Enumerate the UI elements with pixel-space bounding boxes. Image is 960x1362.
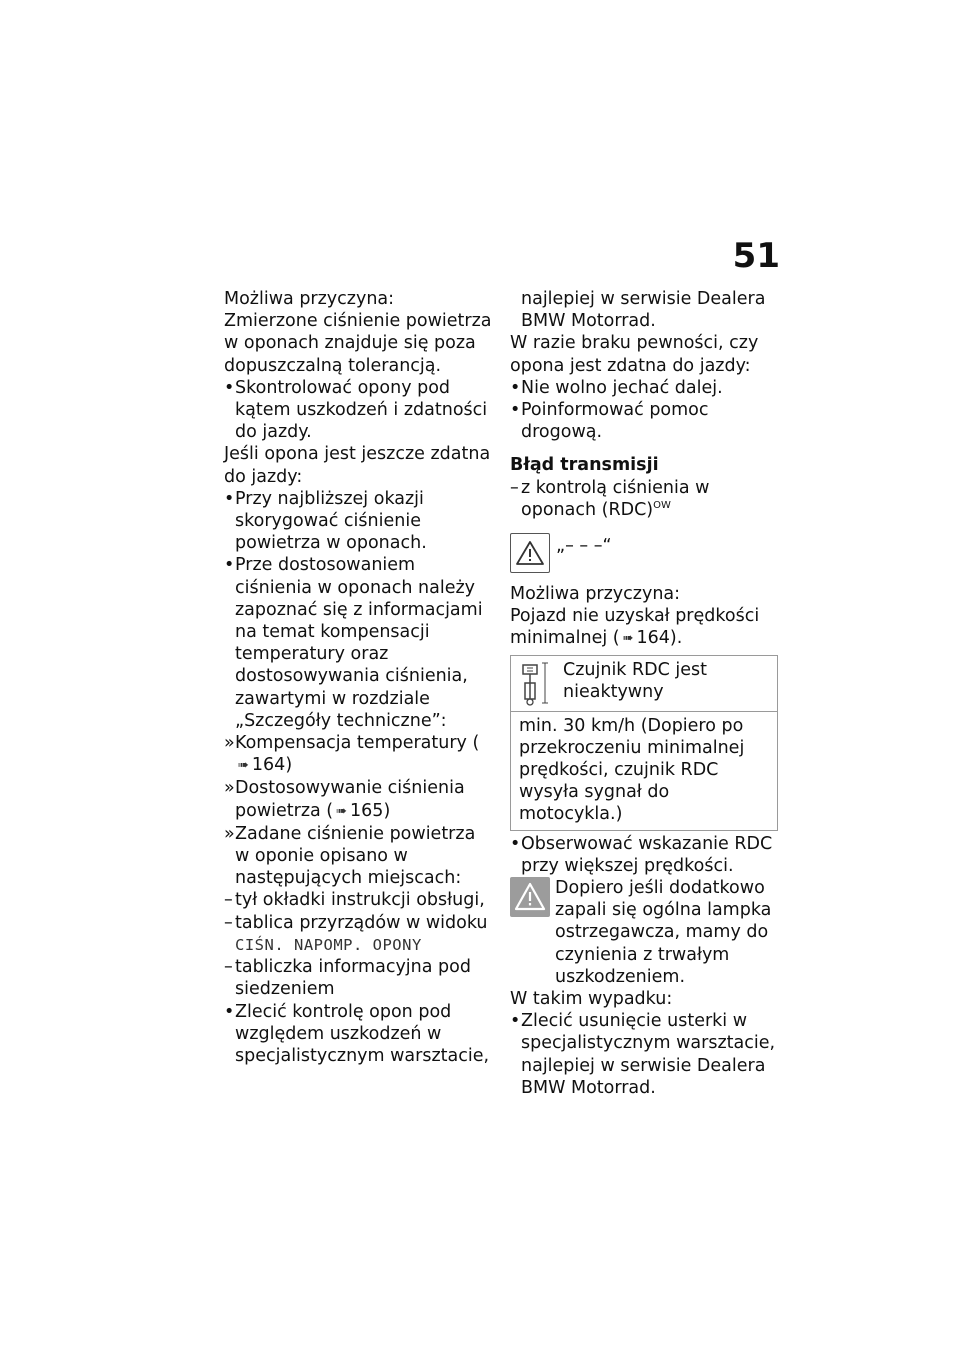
general-warning-note bbox=[510, 877, 782, 988]
reference-page-link[interactable]: 164 bbox=[636, 628, 670, 649]
bullet-text: Przy najbliższej okazji skorygować ciśnienie powietrza w oponach. bbox=[235, 488, 427, 554]
equipment-superscript: OW bbox=[653, 499, 671, 511]
bullet-marker: • bbox=[224, 488, 235, 509]
display-value: „– – –“ bbox=[556, 536, 612, 557]
cause-label: Możliwa przyczyna: bbox=[224, 289, 395, 309]
page-arrow-icon: ➠ bbox=[238, 758, 249, 774]
reference-marker: » bbox=[224, 823, 235, 844]
continued-text bbox=[510, 288, 782, 332]
cause-label: Możliwa przyczyna: bbox=[510, 584, 681, 605]
page-arrow-icon: ➠ bbox=[336, 803, 348, 819]
doubt-text: W razie braku pewności, czy opona jest zdatna do jazdy: bbox=[510, 333, 759, 376]
reference-text: Zadane ciśnienie powietrza w oponie opisano w następujących miejscach: bbox=[235, 823, 476, 889]
dash-text: tył okładki instrukcji obsługi, bbox=[235, 890, 485, 911]
bullet-item bbox=[224, 377, 492, 444]
dash-marker: – bbox=[224, 957, 233, 978]
bullet-item bbox=[510, 399, 782, 443]
bullet-item bbox=[224, 1001, 492, 1068]
dash-text: tabliczka informacyjna pod siedzeniem bbox=[235, 957, 471, 1000]
dash-item bbox=[510, 477, 782, 521]
bullet-text: Zlecić kontrolę opon pod względem uszkodzeń w specjalistycznym warsztacie, bbox=[235, 1001, 490, 1066]
rdc-table-cell bbox=[511, 655, 778, 711]
bullet-marker: • bbox=[510, 833, 521, 854]
section-heading: Błąd transmisji bbox=[510, 455, 659, 476]
reference-marker: » bbox=[224, 778, 235, 799]
bullet-marker: • bbox=[510, 1011, 521, 1032]
bullet-marker: • bbox=[510, 400, 521, 421]
reference-text: Dostosowywanie ciśnienia powietrza ( bbox=[235, 778, 465, 821]
display-code: CIŚN. NAPOMP. OPONY bbox=[235, 935, 422, 954]
cause-text: Zmierzone ciśnienie powietrza w oponach znajduje się poza dopuszczalną tolerancją. bbox=[224, 311, 492, 376]
dash-marker: – bbox=[224, 890, 233, 911]
reference-page-link[interactable]: 165 bbox=[350, 800, 384, 821]
right-column bbox=[510, 288, 782, 1099]
reference-marker: » bbox=[224, 733, 235, 754]
bullet-text: Skontrolować opony pod kątem uszkodzeń i zdatności do jazdy. bbox=[235, 377, 488, 443]
dash-item bbox=[224, 956, 492, 1000]
dash-text: tablica przyrządów w widoku bbox=[235, 912, 488, 933]
rdc-sensor-status: Czujnik RDC jest nieaktywny bbox=[563, 659, 708, 702]
page-arrow-icon: ➠ bbox=[622, 631, 634, 647]
bullet-item bbox=[510, 377, 782, 399]
dash-item bbox=[224, 912, 492, 956]
continued-text-body: najlepiej w serwisie Dealera BMW Motorrad. bbox=[521, 289, 766, 332]
page-number: 51 bbox=[732, 236, 780, 276]
rdc-info-table bbox=[510, 655, 778, 831]
rdc-table-cell bbox=[511, 711, 778, 830]
rdc-speed-info: min. 30 km/h (Dopiero po przekroczeniu minimalnej prędkości, czujnik RDC wysyła sygnał do motocykla.) bbox=[519, 715, 745, 825]
bullet-item bbox=[510, 833, 782, 877]
cause-text: Pojazd nie uzyskał prędkości minimalnej ( ➠ 164). bbox=[510, 605, 782, 650]
tire-sensor-icon bbox=[519, 659, 555, 707]
bullet-item bbox=[510, 1010, 782, 1099]
bullet-marker: • bbox=[224, 377, 235, 398]
reference-text: Kompensacja temperatury ( bbox=[235, 733, 480, 754]
reference-page-link[interactable]: 164 bbox=[251, 755, 286, 776]
left-column bbox=[224, 288, 492, 1067]
bullet-text: Obserwować wskazanie RDC przy większej prędkości. bbox=[521, 833, 773, 876]
dash-text: z kontrolą ciśnienia w oponach (RDC) bbox=[521, 477, 710, 520]
bullet-marker: • bbox=[224, 555, 235, 576]
condition-text: Jeśli opona jest jeszcze zdatna do jazdy: bbox=[224, 444, 491, 487]
reference-item bbox=[224, 823, 492, 890]
bullet-text: Poinformować pomoc drogową. bbox=[521, 400, 709, 443]
bullet-marker: • bbox=[224, 1001, 235, 1022]
bullet-text: Nie wolno jechać dalej. bbox=[521, 377, 723, 398]
bullet-text: Prze dostosowaniem ciśnienia w oponach należy zapoznać się z informacjami na temat kompensacji temperatury oraz dostosowywania ciśnienia, zawartymi w rozdziale „Szczegóły techniczne”: bbox=[235, 555, 483, 731]
warning-triangle-icon bbox=[510, 533, 550, 573]
bullet-item bbox=[224, 488, 492, 555]
general-warning-text: Dopiero jeśli dodatkowo zapali się ogólna lampka ostrzegawcza, mamy do czynienia z trwałym uszkodzeniem. bbox=[555, 878, 772, 987]
reference-item: » Kompensacja temperatury (➠ 164) bbox=[224, 732, 492, 777]
in-case-text: W takim wypadku: bbox=[510, 989, 673, 1010]
bullet-marker: • bbox=[510, 377, 521, 398]
dash-marker: – bbox=[510, 477, 519, 498]
dash-item bbox=[224, 889, 492, 911]
bullet-text: Zlecić usunięcie usterki w specjalistycznym warsztacie, najlepiej w serwisie Dealera BMW Motorrad. bbox=[521, 1011, 776, 1098]
general-warning-icon bbox=[510, 877, 550, 917]
display-indicator-row bbox=[510, 533, 782, 579]
dash-marker: – bbox=[224, 912, 233, 933]
reference-item: » Dostosowywanie ciśnienia powietrza ( ➠ 165) bbox=[224, 777, 492, 822]
bullet-item bbox=[224, 554, 492, 732]
